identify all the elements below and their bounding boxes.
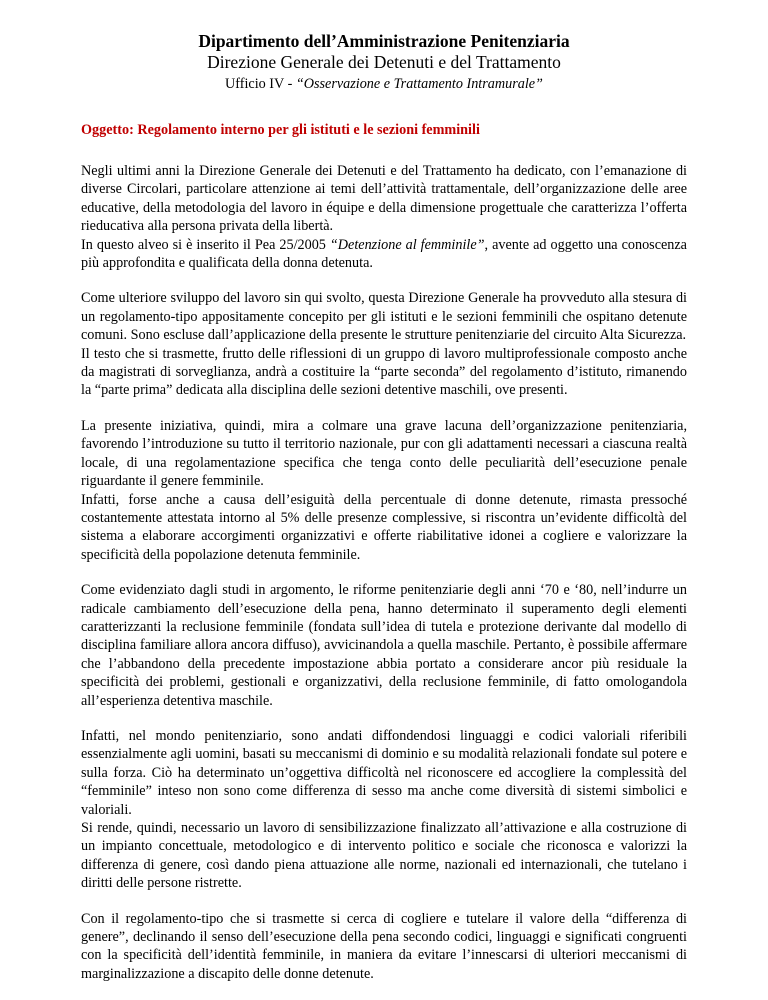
office-name: “Osservazione e Trattamento Intramurale” bbox=[295, 76, 543, 92]
paragraph-2-sentence-b: Il testo che si trasmette, frutto delle riflessioni di un gruppo di lavoro multiprofessionale composto anche da magistrati di sorveglianza, andrà a costituire la “parte seconda” del regolamento d’istituto, rimanendo la “parte prima” dedicata alla disciplina delle sezioni detentive maschili, ove presenti. bbox=[81, 345, 687, 399]
paragraph-1-text-end: , avente ad oggetto una conoscenza più approfondita e qualificata della donna detenuta. bbox=[81, 236, 687, 272]
paragraph-4 bbox=[81, 581, 687, 710]
paragraph-6 bbox=[81, 910, 687, 984]
letter-body bbox=[81, 162, 687, 1000]
office-prefix: Ufficio IV - bbox=[225, 76, 296, 92]
paragraph-1 bbox=[81, 162, 687, 272]
paragraph-6-text: Con il regolamento-tipo che si trasmette si cerca di cogliere e tutelare il valore della “differenza di genere”, declinando il senso dell’esecuzione della pena secondo codici, linguaggi e significati congruenti con la specificità dell’identità femminile, in maniera da evitare l’innescarsi di ulteriori meccanismi di marginalizzazione a discapito delle donne detenute. bbox=[81, 910, 687, 982]
paragraph-2-sentence-a: Come ulteriore sviluppo del lavoro sin qui svolto, questa Direzione Generale ha provveduto alla stesura di un regolamento-tipo appositamente concepito per gli istituti e le sezioni femminili che ospitano detenute comuni. Sono escluse dall’applicazione della presente le strutture penitenziarie del circuito Alta Sicurezza. bbox=[81, 290, 687, 344]
paragraph-3-sentence-a: La presente iniziativa, quindi, mira a colmare una grave lacuna dell’organizzazione penitenziaria, favorendo l’introduzione su tutto il territorio nazionale, pur con gli adattamenti necessari a ciascuna realtà locale, di una regolamentazione specifica che tenga conto delle peculiarità dell’esecuzione penale riguardante il genere femminile. bbox=[81, 417, 687, 490]
department-title: Dipartimento dell’Amministrazione Penitenziaria bbox=[198, 31, 570, 51]
paragraph-1-sentence-a: Negli ultimi anni la Direzione Generale dei Detenuti e del Trattamento ha dedicato, con l’emanazione di diverse Circolari, particolare attenzione ai temi dell’attività trattamentale, dell’organizzazione delle aree educative, della metodologia del lavoro in équipe e della dimensione progettuale che caratterizza l’offerta rieducativa alla persona privata della libertà. bbox=[81, 163, 687, 235]
paragraph-1-text: In questo alveo si è inserito il Pea 25/2005 bbox=[81, 236, 330, 253]
paragraph-5-sentence-b: Si rende, quindi, necessario un lavoro di sensibilizzazione finalizzato all’attivazione e alla costruzione di un impianto concettuale, metodologico e di intervento politico e sociale che riconosca e valorizzi la differenza di genere, così dando piena attuazione alle norme, nazionali ed internazionali, che tutelano i diritti delle persone ristrette. bbox=[81, 820, 687, 892]
subject-line: Oggetto: Regolamento interno per gli istituti e le sezioni femminili bbox=[81, 122, 480, 138]
office-title bbox=[0, 74, 768, 94]
paragraph-5 bbox=[81, 727, 687, 893]
paragraph-4-text: Come evidenziato dagli studi in argomento, le riforme penitenziarie degli anni ‘70 e ‘80, nell’indurre un radicale cambiamento dell’esecuzione della pena, hanno determinato il superamento degli elementi caratterizzanti la reclusione femminile (fondata sull’idea di tutela e protezione derivante dal modello di disciplina familiare allora ancora diffuso), avvicinandola a quella maschile. Pertanto, è possibile affermare che l’abbandono della precedente impostazione abbia portato a considerare ancor più residuale la specificità dei problemi, gestionali e organizzativi, della reclusione femminile, di fatto omologandola all’esperienza detentiva maschile. bbox=[81, 582, 687, 709]
paragraph-3 bbox=[81, 417, 687, 564]
paragraph-3-sentence-b: Infatti, forse anche a causa dell’esiguità della percentuale di donne detenute, rimasta pressoché costantemente attestata intorno al 5% delle presenze complessive, si riscontra un’evidente difficoltà del sistema a elaborare accorgimenti organizzativi e offerte riabilitative idonei a cogliere e valorizzare la specificità della popolazione detenuta femminile. bbox=[81, 491, 687, 563]
paragraph-5-sentence-a: Infatti, nel mondo penitenziario, sono andati diffondendosi linguaggi e codici valoriali riferibili essenzialmente agli uomini, basati su meccanismi di dominio e su modalità relazionali fondate sul potere e sulla forza. Ciò ha determinato un’oggettiva difficoltà nel riconoscere ed accogliere la complessità del “femminile” inteso non sono come differenza di sesso ma anche come diversità di sistemi simbolici e valoriali. bbox=[81, 727, 687, 818]
paragraph-2 bbox=[81, 289, 687, 399]
paragraph-1-sentence-b bbox=[81, 237, 687, 271]
directorate-title: Direzione Generale dei Detenuti e del Trattamento bbox=[207, 52, 561, 72]
pea-title: “Detenzione al femminile” bbox=[329, 236, 485, 253]
